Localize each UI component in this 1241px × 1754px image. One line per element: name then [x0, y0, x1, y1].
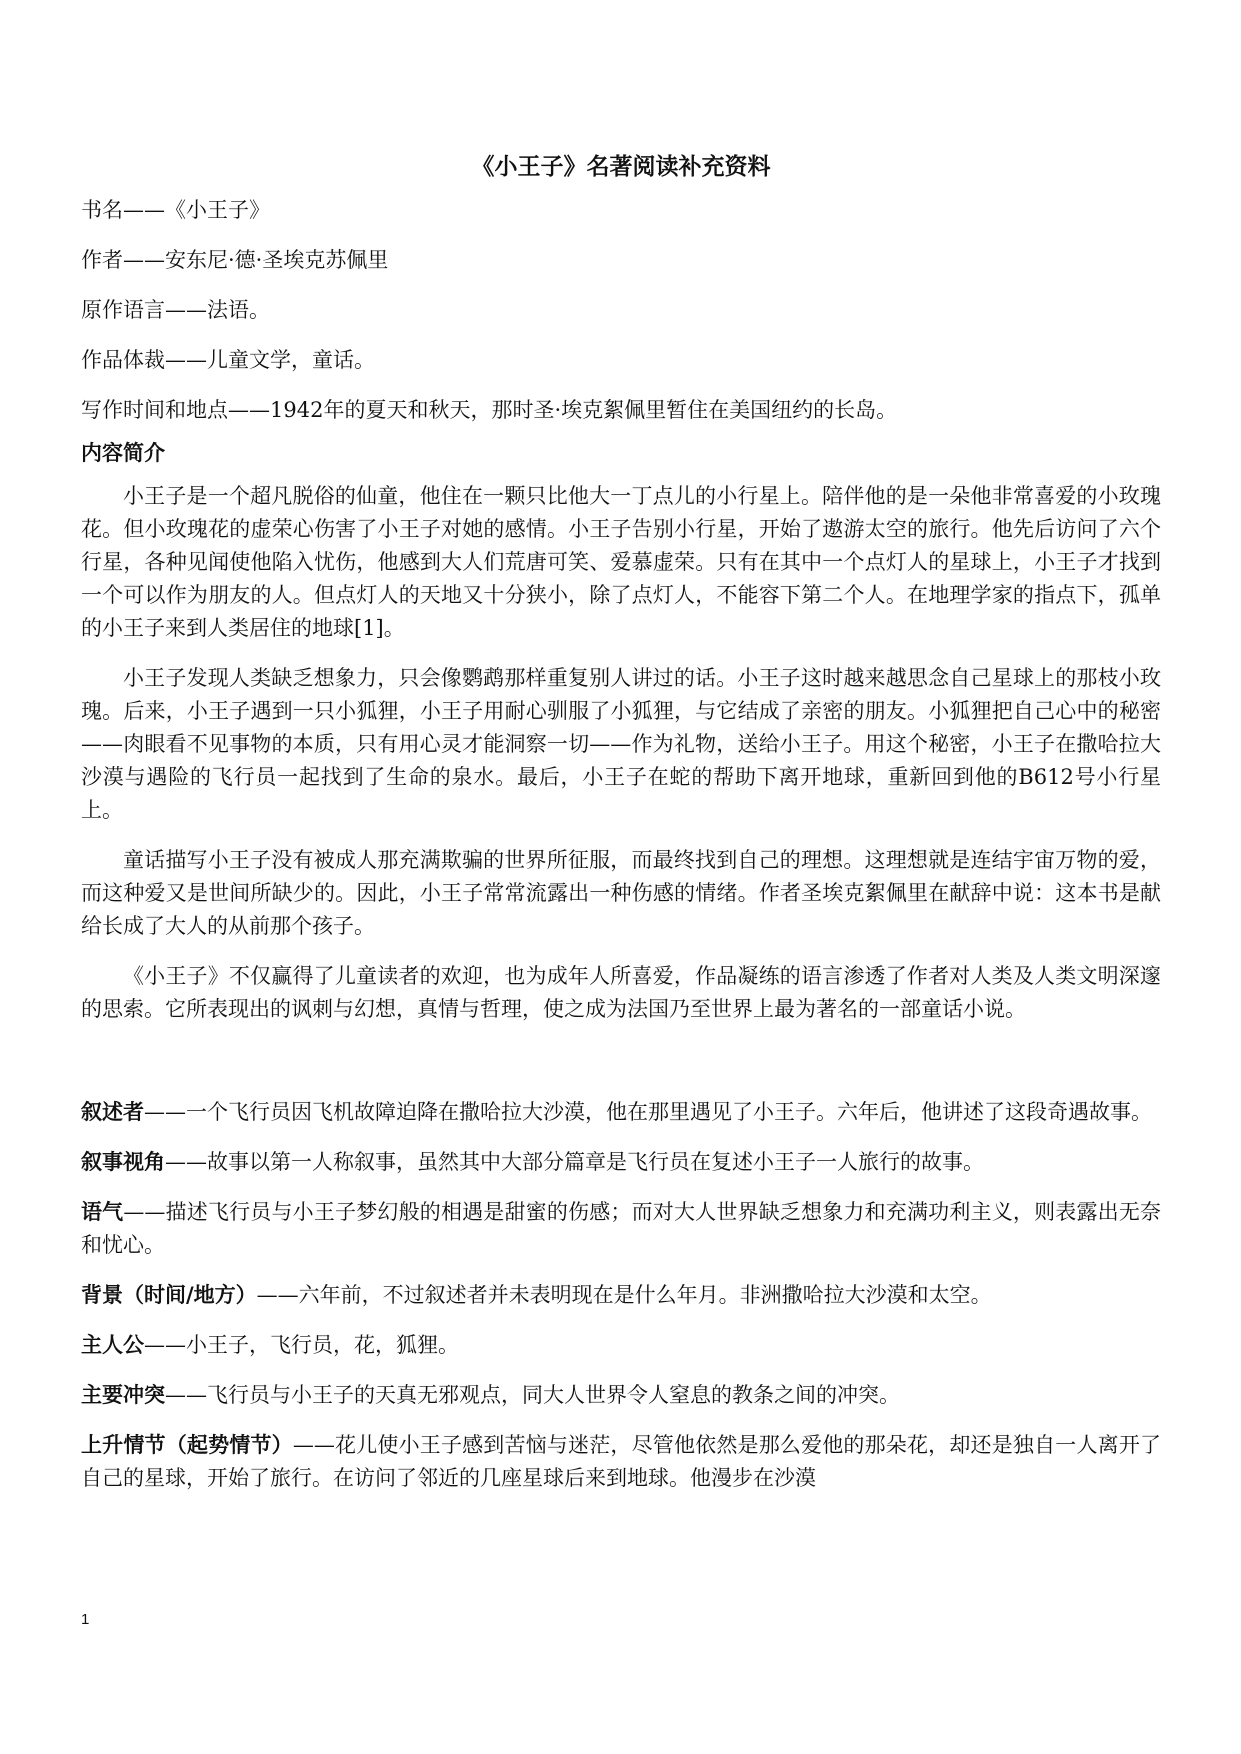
term-tone: [81, 1196, 1161, 1262]
term-label: 上升情节（起势情节）: [81, 1433, 293, 1457]
term-text: ——花儿使小王子感到苦恼与迷茫，尽管他依然是那么爱他的那朵花，却还是独自一人离开了自己的星球，开始了旅行。在访问了邻近的几座星球后来到地球。他漫步在沙漠: [81, 1433, 1162, 1490]
section-spacer: [81, 1043, 1161, 1096]
fact-time-place: 写作时间和地点——1942年的夏天和秋天，那时圣·埃克絮佩里暂住在美国纽约的长岛。: [81, 398, 898, 422]
term-label: 叙事视角: [81, 1150, 165, 1174]
summary-paragraph: 童话描写小王子没有被成人那充满欺骗的世界所征服，而最终找到自己的理想。这理想就是连结宇宙万物的爱，而这种爱又是世间所缺少的。因此，小王子常常流露出一种伤感的情绪。作者圣埃克絮佩里在献辞中说：这本书是献给长成了大人的从前那个孩子。: [81, 848, 1161, 938]
term-label: 主要冲突: [81, 1383, 165, 1407]
term-label: 主人公: [81, 1333, 144, 1357]
fact-genre: 作品体裁——儿童文学，童话。: [81, 348, 375, 372]
term-protagonists: [81, 1329, 1161, 1362]
term-text: ——六年前，不过叙述者并未表明现在是什么年月。非洲撒哈拉大沙漠和太空。: [256, 1283, 992, 1307]
summary-heading: 内容简介: [81, 441, 165, 465]
term-point-of-view: [81, 1146, 1161, 1179]
fact-author: 作者——安东尼·德·圣埃克苏佩里: [81, 248, 389, 272]
summary-paragraph: 《小王子》不仅赢得了儿童读者的欢迎，也为成年人所喜爱，作品凝练的语言渗透了作者对人类及人类文明深邃的思索。它所表现出的讽刺与幻想，真情与哲理，使之成为法国乃至世界上最为著名的一部童话小说。: [81, 964, 1161, 1021]
fact-original-language: 原作语言——法语。: [81, 298, 270, 322]
term-text: ——一个飞行员因飞机故障迫降在撒哈拉大沙漠，他在那里遇见了小王子。六年后，他讲述了这段奇遇故事。: [144, 1100, 1152, 1124]
term-label: 背景（时间/地方）: [81, 1283, 257, 1307]
fact-book-title: 书名——《小王子》: [81, 198, 270, 222]
term-label: 语气: [81, 1200, 124, 1224]
term-text: ——故事以第一人称叙事，虽然其中大部分篇章是飞行员在复述小王子一人旅行的故事。: [165, 1150, 984, 1174]
summary-paragraph: 小王子是一个超凡脱俗的仙童，他住在一颗只比他大一丁点儿的小行星上。陪伴他的是一朵他非常喜爱的小玫瑰花。但小玫瑰花的虚荣心伤害了小王子对她的感情。小王子告别小行星，开始了遨游太空的旅行。他先后访问了六个行星，各种见闻使他陷入忧伤，他感到大人们荒唐可笑、爱慕虚荣。只有在其中一个点灯人的星球上，小王子才找到一个可以作为朋友的人。但点灯人的天地又十分狭小，除了点灯人，不能容下第二个人。在地理学家的指点下，孤单的小王子来到人类居住的地球[1]。: [81, 484, 1161, 640]
term-narrator: [81, 1096, 1161, 1129]
page-number: 1: [81, 1611, 90, 1628]
term-rising-action: [81, 1429, 1161, 1495]
term-text: ——飞行员与小王子的天真无邪观点，同大人世界令人窒息的教条之间的冲突。: [165, 1383, 900, 1407]
term-setting: [81, 1279, 1161, 1312]
page-content: [81, 150, 1161, 1512]
term-text: ——描述飞行员与小王子梦幻般的相遇是甜蜜的伤感；而对大人世界缺乏想象力和充满功利主义，则表露出无奈和忧心。: [81, 1200, 1162, 1257]
summary-paragraph: 小王子发现人类缺乏想象力，只会像鹦鹉那样重复别人讲过的话。小王子这时越来越思念自己星球上的那枝小玫瑰。后来，小王子遇到一只小狐狸，小王子用耐心驯服了小狐狸，与它结成了亲密的朋友。小狐狸把自己心中的秘密——肉眼看不见事物的本质，只有用心灵才能洞察一切——作为礼物，送给小王子。用这个秘密，小王子在撒哈拉大沙漠与遇险的飞行员一起找到了生命的泉水。最后，小王子在蛇的帮助下离开地球，重新回到他的B612号小行星上。: [81, 666, 1161, 822]
term-text: ——小王子，飞行员，花，狐狸。: [144, 1333, 459, 1357]
term-label: 叙述者: [81, 1100, 144, 1124]
term-main-conflict: [81, 1379, 1161, 1412]
document-title: 《小王子》名著阅读补充资料: [471, 153, 771, 180]
